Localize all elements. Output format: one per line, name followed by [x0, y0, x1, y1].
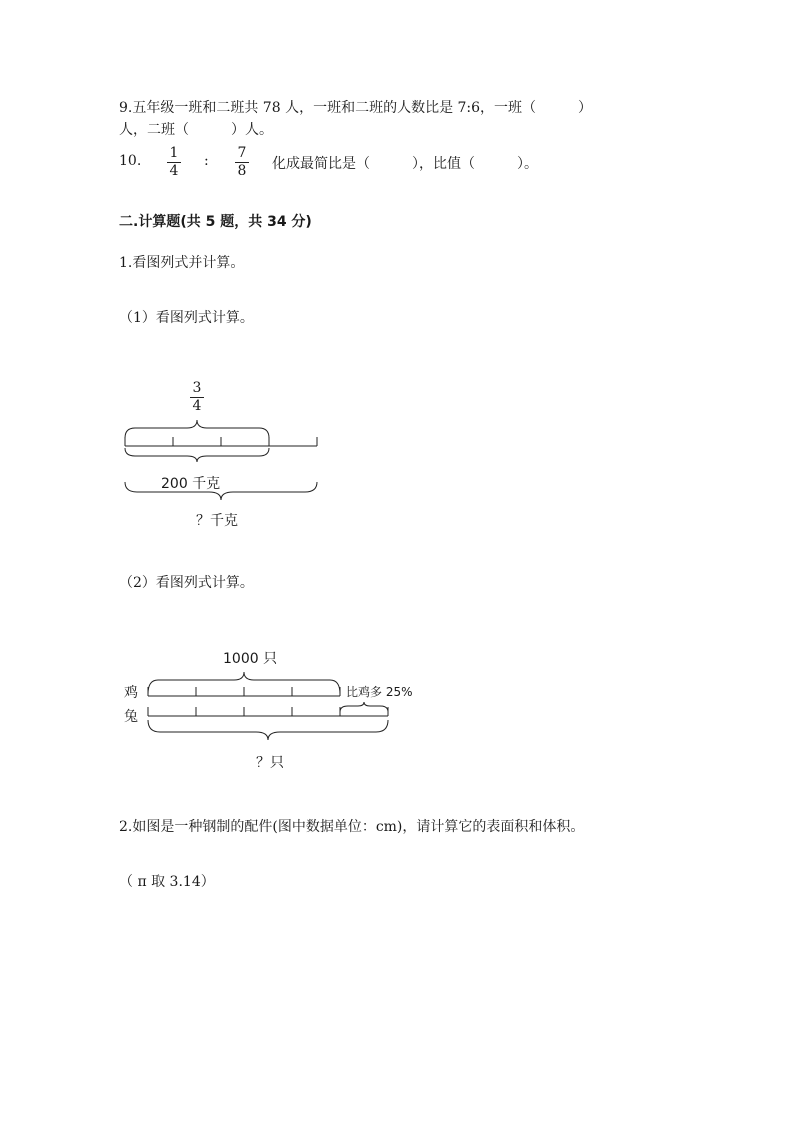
q9-line2: 人，二班（ ）人。 [119, 122, 273, 138]
q10-colon: : [204, 153, 209, 169]
q1-title: 1.看图列式并计算。 [119, 255, 245, 271]
q10-fraction-2 [235, 146, 249, 179]
q10-text: 化成最简比是（ ），比值（ ）。 [272, 156, 538, 172]
diagram1-fraction [190, 381, 204, 414]
diagram2-row1-label: 鸡 [124, 685, 138, 701]
q2-note: （ π 取 3.14） [119, 874, 215, 890]
diagram2-unknown-label: ？只 [256, 755, 284, 771]
q10-frac2-denominator: 8 [237, 163, 247, 179]
q10-frac2-numerator: 7 [237, 145, 247, 161]
diagram1-unknown-label: ？千克 [196, 513, 238, 529]
diagram1-known-brace [125, 448, 269, 462]
q10-frac1-numerator: 1 [169, 145, 179, 161]
section-heading: 二.计算题(共 5 题，共 34 分) [119, 214, 312, 230]
diagram2-whole-brace [148, 720, 388, 740]
q2-title: 2.如图是一种钢制的配件(图中数据单位：cm)，请计算它的表面积和体积。 [119, 819, 585, 835]
diagram1-known-label: 200 千克 [161, 476, 221, 492]
diagram1-frac-denominator: 4 [192, 398, 202, 414]
q10-number: 10. [119, 153, 142, 169]
sub1-label: （1）看图列式计算。 [119, 310, 254, 326]
diagram1-top-brace [125, 420, 269, 438]
diagram2-row2-label: 兔 [124, 709, 138, 725]
diagram1-frac-numerator: 3 [192, 380, 202, 396]
diagram2-extra-label: 比鸡多 25% [346, 685, 413, 699]
diagram2-top-label: 1000 只 [223, 651, 278, 667]
diagram1-whole-brace [125, 482, 317, 500]
q10-fraction-1 [167, 146, 181, 179]
diagram2-extra-brace [340, 702, 388, 712]
q9-line1: 9.五年级一班和二班共 78 人，一班和二班的人数比是 7:6，一班（ ） [119, 100, 593, 116]
q10-frac1-denominator: 4 [169, 163, 179, 179]
sub2-label: （2）看图列式计算。 [119, 575, 254, 591]
diagram2-top-brace [148, 672, 340, 694]
